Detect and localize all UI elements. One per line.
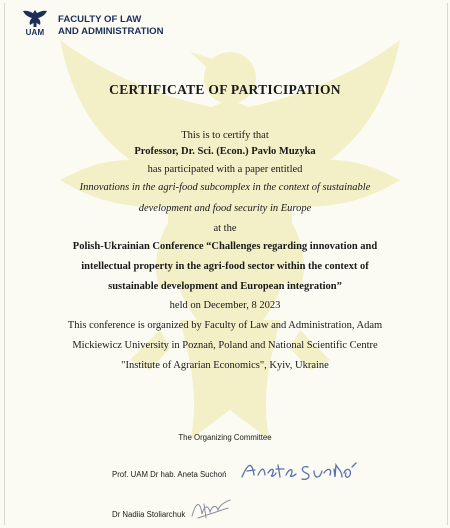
conference-line2: intellectual property in the agri-food sector within the context of bbox=[81, 261, 369, 272]
certificate-title: CERTIFICATE OF PARTICIPATION bbox=[109, 82, 341, 97]
organizers-line3: "Institute of Agrarian Economics", Kyiv, Ukraine bbox=[121, 360, 329, 371]
faculty-line2: AND ADMINISTRATION bbox=[58, 26, 164, 37]
logo-text: UAM bbox=[25, 28, 45, 37]
uam-emblem-icon bbox=[22, 8, 48, 28]
organizers-line1: This conference is organized by Faculty of Law and Administration, Adam bbox=[67, 320, 383, 331]
signature-icon bbox=[238, 455, 368, 485]
committee-heading: The Organizing Committee bbox=[178, 433, 272, 442]
paper-title-line2: development and food security in Europe bbox=[138, 203, 312, 214]
faculty-line1: FACULTY OF LAW bbox=[58, 14, 142, 25]
signatory1-name: Prof. UAM Dr hab. Aneta Suchoń bbox=[112, 470, 227, 479]
recipient-name: Professor, Dr. Sci. (Econ.) Pavlo Muzyka bbox=[134, 146, 316, 157]
organizers-line2: Mickiewicz University in Poznań, Poland and National Scientific Centre bbox=[72, 340, 378, 351]
participated-text: has participated with a paper entitled bbox=[147, 164, 303, 175]
uam-logo bbox=[20, 8, 50, 37]
certify-text: This is to certify that bbox=[181, 130, 269, 141]
conference-line1: Polish-Ukrainian Conference “Challenges regarding innovation and bbox=[72, 241, 378, 252]
at-the-text: at the bbox=[213, 223, 237, 234]
conference-line3: sustainable development and European integration” bbox=[108, 281, 342, 292]
institution-header bbox=[20, 8, 164, 38]
held-on-text: held on December, 8 2023 bbox=[169, 300, 281, 311]
faculty-name bbox=[58, 14, 164, 38]
signatory2-name: Dr Nadiia Stoliarchuk bbox=[112, 510, 186, 519]
paper-title-line1: Innovations in the agri-food subcomplex in the context of sustainable bbox=[79, 182, 371, 193]
signature-icon bbox=[188, 496, 238, 522]
